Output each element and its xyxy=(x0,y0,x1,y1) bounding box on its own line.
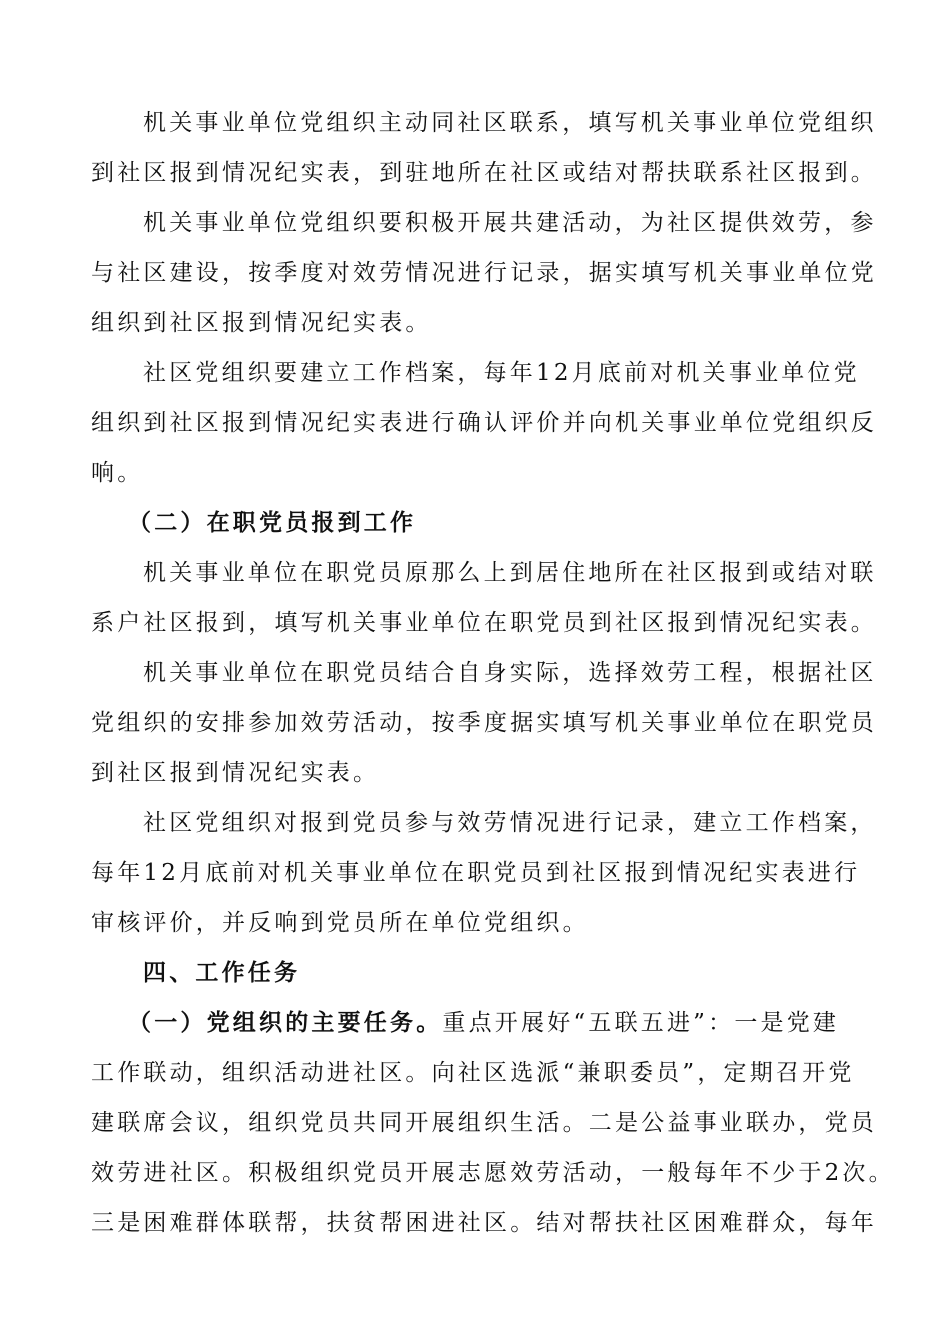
paragraph-text: 重点开展好“五联五进”：一是党建 xyxy=(442,1010,840,1036)
paragraph-line: 三是困难群体联帮，扶贫帮困进社区。结对帮扶社区困难群众，每年 xyxy=(91,1210,877,1236)
bold-lead: （一）党组织的主要任务。 xyxy=(128,1010,443,1036)
paragraph-line: 机关事业单位在职党员原那么上到居住地所在社区报到或结对联 xyxy=(143,560,877,586)
paragraph-line: 审核评价，并反响到党员所在单位党组织。 xyxy=(91,910,589,936)
paragraph-line: 效劳进社区。积极组织党员开展志愿效劳活动，一般每年不少于2次。 xyxy=(91,1160,895,1186)
paragraph-line: 与社区建设，按季度对效劳情况进行记录，据实填写机关事业单位党 xyxy=(91,260,877,286)
paragraph-line: 每年12月底前对机关事业单位在职党员到社区报到情况纪实表进行 xyxy=(91,860,861,886)
paragraph-line: 到社区报到情况纪实表，到驻地所在社区或结对帮扶联系社区报到。 xyxy=(91,160,877,186)
paragraph-line: 社区党组织要建立工作档案，每年12月底前对机关事业单位党 xyxy=(143,360,860,386)
paragraph-line: 机关事业单位党组织要积极开展共建活动，为社区提供效劳，参 xyxy=(143,210,877,236)
paragraph-line: 到社区报到情况纪实表。 xyxy=(91,760,380,786)
section-heading: 四、工作任务 xyxy=(143,960,301,986)
paragraph-line: 社区党组织对报到党员参与效劳情况进行记录，建立工作档案， xyxy=(143,810,877,836)
paragraph-line xyxy=(128,1008,839,1038)
paragraph-line: 组织到社区报到情况纪实表。 xyxy=(91,310,432,336)
paragraph-line: 响。 xyxy=(91,460,144,486)
paragraph-line: 工作联动，组织活动进社区。向社区选派“兼职委员”，定期召开党 xyxy=(91,1060,855,1086)
paragraph-line: 系户社区报到，填写机关事业单位在职党员到社区报到情况纪实表。 xyxy=(91,610,877,636)
paragraph-line: 机关事业单位党组织主动同社区联系，填写机关事业单位党组织 xyxy=(143,110,877,136)
section-heading: （二）在职党员报到工作 xyxy=(128,510,417,536)
paragraph-line: 组织到社区报到情况纪实表进行确认评价并向机关事业单位党组织反 xyxy=(91,410,877,436)
paragraph-line: 党组织的安排参加效劳活动，按季度据实填写机关事业单位在职党员 xyxy=(91,710,877,736)
paragraph-line: 机关事业单位在职党员结合自身实际，选择效劳工程，根据社区 xyxy=(143,660,877,686)
paragraph-line: 建联席会议，组织党员共同开展组织生活。二是公益事业联办，党员 xyxy=(91,1110,877,1136)
